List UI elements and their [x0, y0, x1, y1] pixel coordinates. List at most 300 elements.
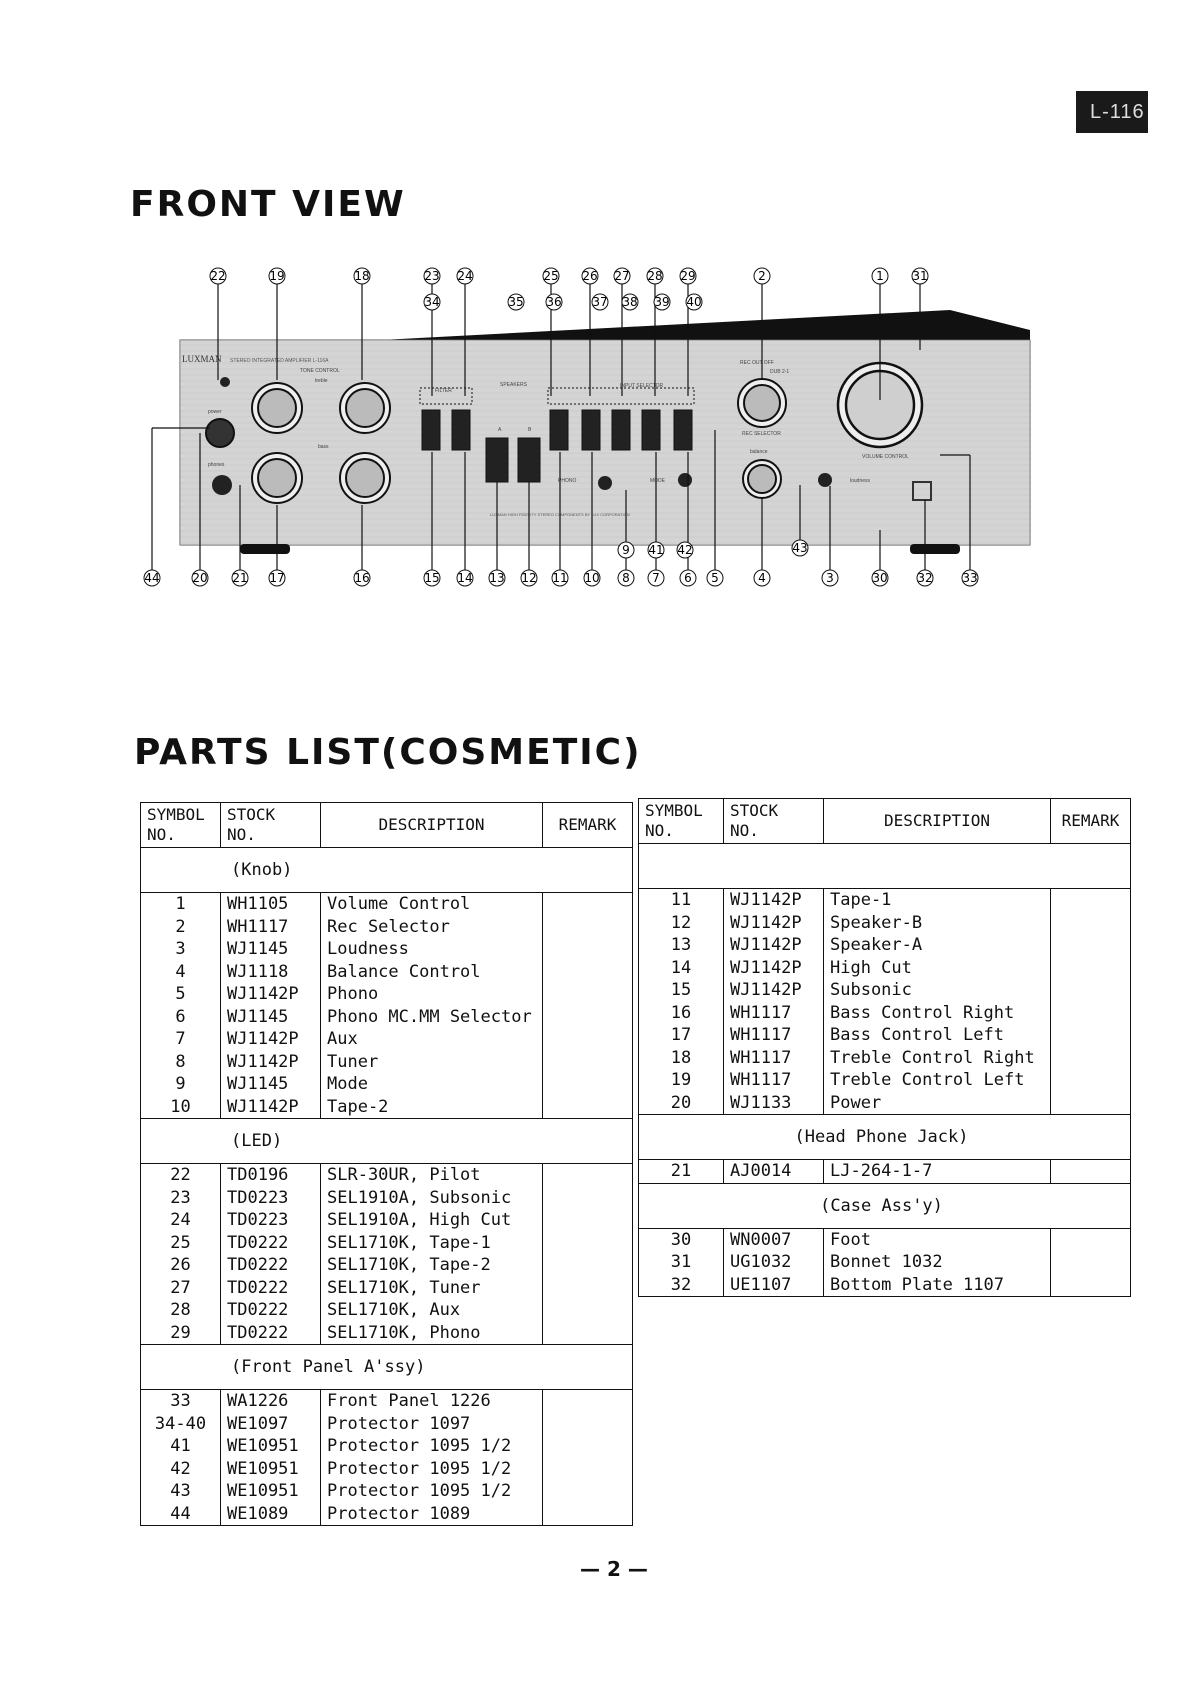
symbol-header: SYMBOL NO.	[639, 799, 724, 844]
group-title: (Case Ass'y)	[639, 1183, 1131, 1228]
description-cell: Tape-2	[321, 1096, 543, 1119]
remark-cell	[543, 1254, 633, 1277]
svg-text:40: 40	[686, 295, 702, 309]
remark-cell	[1051, 912, 1131, 935]
svg-text:30: 30	[872, 571, 888, 585]
symbol-cell: 28	[141, 1299, 221, 1322]
stock-cell: WH1117	[724, 1002, 824, 1025]
svg-text:38: 38	[622, 295, 638, 309]
callout-15	[424, 570, 440, 586]
callout-1	[872, 268, 888, 284]
description-cell: Rec Selector	[321, 916, 543, 939]
group-title: (Front Panel A'ssy)	[141, 1345, 633, 1390]
power-label: power	[208, 409, 222, 415]
callout-44	[144, 570, 160, 586]
svg-text:27: 27	[614, 269, 630, 283]
stock-cell: WJ1142P	[221, 1051, 321, 1074]
callout-36	[546, 294, 562, 310]
loudness-label: loudness	[850, 478, 871, 484]
remark-cell	[543, 1073, 633, 1096]
table-row	[141, 1096, 633, 1119]
remark-cell	[543, 1435, 633, 1458]
svg-text:1: 1	[876, 269, 884, 283]
remark-cell	[543, 893, 633, 916]
callout-12	[521, 570, 537, 586]
remark-cell	[543, 1503, 633, 1526]
callout-17	[269, 570, 285, 586]
stock-header: STOCK NO.	[221, 803, 321, 848]
symbol-cell: 11	[639, 889, 724, 912]
svg-text:15: 15	[424, 571, 440, 585]
description-cell: SEL1710K, Tuner	[321, 1277, 543, 1300]
rec-out-label: REC OUT OFF	[740, 360, 774, 366]
stock-cell: TD0222	[221, 1254, 321, 1277]
remark-cell	[543, 1299, 633, 1322]
group-title: (LED)	[141, 1119, 633, 1164]
symbol-cell: 22	[141, 1164, 221, 1187]
description-cell: Protector 1095 1/2	[321, 1435, 543, 1458]
svg-text:42: 42	[677, 543, 693, 557]
svg-text:36: 36	[546, 295, 562, 309]
stock-cell: TD0196	[221, 1164, 321, 1187]
description-cell: Aux	[321, 1028, 543, 1051]
group-header-row	[639, 1115, 1131, 1160]
stock-cell: UG1032	[724, 1251, 824, 1274]
power-button	[206, 419, 234, 447]
phones-label: phones	[208, 462, 225, 468]
svg-text:12: 12	[521, 571, 537, 585]
callout-26	[582, 268, 598, 284]
symbol-cell: 41	[141, 1435, 221, 1458]
model-label: STEREO INTEGRATED AMPLIFIER L-116A	[230, 358, 329, 364]
description-header: DESCRIPTION	[824, 799, 1051, 844]
group-header-row	[639, 1183, 1131, 1228]
remark-cell	[543, 1164, 633, 1187]
table-row	[141, 1164, 633, 1187]
description-cell: SEL1710K, Tape-1	[321, 1232, 543, 1255]
description-cell: SEL1710K, Aux	[321, 1299, 543, 1322]
svg-text:34: 34	[424, 295, 440, 309]
description-cell: Loudness	[321, 938, 543, 961]
svg-text:5: 5	[711, 571, 719, 585]
symbol-cell: 25	[141, 1232, 221, 1255]
svg-text:17: 17	[269, 571, 285, 585]
remark-cell	[543, 1006, 633, 1029]
symbol-cell: 19	[639, 1069, 724, 1092]
description-cell: Volume Control	[321, 893, 543, 916]
symbol-cell: 30	[639, 1228, 724, 1251]
table-row	[141, 1209, 633, 1232]
callout-19	[269, 268, 285, 284]
description-cell: LJ-264-1-7	[824, 1160, 1051, 1184]
svg-text:41: 41	[648, 543, 664, 557]
description-cell: Tape-1	[824, 889, 1051, 912]
front-view-diagram	[144, 269, 1070, 640]
bass-knob-right	[340, 453, 390, 503]
symbol-cell: 27	[141, 1277, 221, 1300]
svg-text:21: 21	[232, 571, 248, 585]
treble-knob-left	[252, 383, 302, 433]
stock-cell: WJ1142P	[221, 983, 321, 1006]
svg-text:44: 44	[144, 571, 160, 585]
stock-cell: TD0222	[221, 1299, 321, 1322]
symbol-cell: 26	[141, 1254, 221, 1277]
table-row	[141, 983, 633, 1006]
table-row	[141, 1028, 633, 1051]
table-row	[141, 1051, 633, 1074]
stock-cell: WJ1145	[221, 1006, 321, 1029]
input-selector-label: INPUT SELECTOR	[620, 383, 664, 389]
treble-label: treble	[315, 378, 328, 384]
symbol-cell: 2	[141, 916, 221, 939]
description-cell: SEL1710K, Phono	[321, 1322, 543, 1345]
symbol-cell: 9	[141, 1073, 221, 1096]
callout-24	[457, 268, 473, 284]
stock-cell: AJ0014	[724, 1160, 824, 1184]
symbol-cell: 18	[639, 1047, 724, 1070]
callout-42	[677, 542, 693, 558]
callout-18	[354, 268, 370, 284]
svg-text:9: 9	[622, 543, 630, 557]
group-title	[639, 844, 1131, 889]
symbol-cell: 15	[639, 979, 724, 1002]
phones-jack	[212, 475, 232, 495]
table-row	[639, 1092, 1131, 1115]
description-cell: Bottom Plate 1107	[824, 1274, 1051, 1297]
volume-control-label: VOLUME CONTROL	[862, 454, 909, 460]
stock-cell: WH1117	[221, 916, 321, 939]
stock-cell: WJ1142P	[724, 889, 824, 912]
stock-cell: WJ1142P	[724, 934, 824, 957]
remark-cell	[543, 1028, 633, 1051]
table-row	[141, 1232, 633, 1255]
stock-cell: WE1097	[221, 1413, 321, 1436]
symbol-cell: 6	[141, 1006, 221, 1029]
symbol-cell: 13	[639, 934, 724, 957]
mode-label: MODE	[650, 478, 665, 484]
svg-text:28: 28	[647, 269, 663, 283]
remark-cell	[1051, 1274, 1131, 1297]
symbol-cell: 29	[141, 1322, 221, 1345]
table-row	[639, 1160, 1131, 1184]
table-row	[141, 1435, 633, 1458]
remark-cell	[543, 1390, 633, 1413]
callout-41	[648, 542, 664, 558]
table-row	[639, 889, 1131, 912]
table-row	[141, 1187, 633, 1210]
callout-27	[614, 268, 630, 284]
remark-header: REMARK	[1051, 799, 1131, 844]
speaker-b-label: B	[528, 427, 532, 433]
svg-text:3: 3	[826, 571, 834, 585]
remark-cell	[543, 916, 633, 939]
callout-4	[754, 570, 770, 586]
remark-cell	[1051, 1002, 1131, 1025]
balance-knob	[743, 460, 781, 498]
group-header-row	[141, 848, 633, 893]
svg-text:10: 10	[584, 571, 600, 585]
stock-cell: WH1117	[724, 1069, 824, 1092]
stock-cell: WJ1142P	[724, 979, 824, 1002]
callout-40	[686, 294, 702, 310]
table-row	[141, 893, 633, 916]
symbol-cell: 31	[639, 1251, 724, 1274]
callout-37	[592, 294, 608, 310]
description-cell: Mode	[321, 1073, 543, 1096]
description-cell: Subsonic	[824, 979, 1051, 1002]
stock-cell: UE1107	[724, 1274, 824, 1297]
remark-cell	[1051, 1047, 1131, 1070]
remark-cell	[1051, 979, 1131, 1002]
description-header: DESCRIPTION	[321, 803, 543, 848]
stock-cell: WE10951	[221, 1458, 321, 1481]
svg-text:35: 35	[508, 295, 524, 309]
symbol-cell: 44	[141, 1503, 221, 1526]
remark-cell	[543, 1480, 633, 1503]
description-cell: SLR-30UR, Pilot	[321, 1164, 543, 1187]
bass-label: bass	[318, 444, 329, 450]
svg-text:24: 24	[457, 269, 473, 283]
svg-text:13: 13	[489, 571, 505, 585]
rec-selector-knob	[738, 379, 786, 427]
stock-cell: TD0222	[221, 1277, 321, 1300]
remark-cell	[1051, 1251, 1131, 1274]
table-header-row	[141, 803, 633, 848]
description-cell: Treble Control Right	[824, 1047, 1051, 1070]
stock-cell: WJ1145	[221, 938, 321, 961]
description-cell: Speaker-B	[824, 912, 1051, 935]
remark-cell	[543, 938, 633, 961]
remark-cell	[543, 1277, 633, 1300]
remark-cell	[543, 1096, 633, 1119]
description-cell: Balance Control	[321, 961, 543, 984]
table-row	[639, 1024, 1131, 1047]
balance-label: balance	[750, 449, 768, 455]
table-row	[141, 938, 633, 961]
remark-cell	[1051, 889, 1131, 912]
description-cell: Speaker-A	[824, 934, 1051, 957]
table-row	[141, 1073, 633, 1096]
remark-cell	[1051, 934, 1131, 957]
panel-footer-text: LUXMAN HIGH FIDELITY STEREO COMPONENTS BY LUX CORPORATION	[490, 512, 630, 517]
stock-cell: WE1089	[221, 1503, 321, 1526]
stock-cell: TD0223	[221, 1209, 321, 1232]
description-cell: Power	[824, 1092, 1051, 1115]
callout-30	[872, 570, 888, 586]
stock-cell: WH1117	[724, 1024, 824, 1047]
stock-cell: WA1226	[221, 1390, 321, 1413]
callout-35	[508, 294, 524, 310]
remark-cell	[1051, 1069, 1131, 1092]
stock-cell: WH1105	[221, 893, 321, 916]
description-cell: SEL1710K, Tape-2	[321, 1254, 543, 1277]
table-row	[639, 934, 1131, 957]
description-cell: Treble Control Left	[824, 1069, 1051, 1092]
stock-cell: WJ1142P	[221, 1028, 321, 1051]
bass-knob-left	[252, 453, 302, 503]
svg-text:20: 20	[192, 571, 208, 585]
group-header-row	[639, 844, 1131, 889]
remark-cell	[1051, 1160, 1131, 1184]
callout-33	[962, 570, 978, 586]
table-row	[639, 1002, 1131, 1025]
svg-text:19: 19	[269, 269, 285, 283]
callout-32	[917, 570, 933, 586]
svg-text:22: 22	[210, 269, 226, 283]
stock-cell: WE10951	[221, 1435, 321, 1458]
table-row	[639, 1251, 1131, 1274]
callout-8	[618, 570, 634, 586]
description-cell: SEL1910A, High Cut	[321, 1209, 543, 1232]
callout-5	[707, 570, 723, 586]
table-row	[639, 1047, 1131, 1070]
stock-cell: WJ1145	[221, 1073, 321, 1096]
stock-cell: WN0007	[724, 1228, 824, 1251]
treble-knob-right	[340, 383, 390, 433]
description-cell: Tuner	[321, 1051, 543, 1074]
remark-cell	[1051, 1024, 1131, 1047]
svg-text:14: 14	[457, 571, 473, 585]
callout-23	[424, 268, 440, 284]
remark-cell	[543, 1458, 633, 1481]
svg-text:31: 31	[912, 269, 928, 283]
remark-cell	[543, 1187, 633, 1210]
svg-text:2: 2	[758, 269, 766, 283]
description-cell: Foot	[824, 1228, 1051, 1251]
symbol-cell: 17	[639, 1024, 724, 1047]
description-cell: Front Panel 1226	[321, 1390, 543, 1413]
description-cell: Protector 1097	[321, 1413, 543, 1436]
group-header-row	[141, 1345, 633, 1390]
callout-21	[232, 570, 248, 586]
remark-cell	[1051, 957, 1131, 980]
stock-cell: TD0223	[221, 1187, 321, 1210]
description-cell: High Cut	[824, 957, 1051, 980]
table-row	[141, 1006, 633, 1029]
svg-text:32: 32	[917, 571, 933, 585]
svg-text:33: 33	[962, 571, 978, 585]
description-cell: Phono MC.MM Selector	[321, 1006, 543, 1029]
symbol-cell: 12	[639, 912, 724, 935]
description-cell: SEL1910A, Subsonic	[321, 1187, 543, 1210]
speaker-a-label: A	[498, 427, 502, 433]
stock-cell: TD0222	[221, 1232, 321, 1255]
pilot-led	[220, 377, 230, 387]
svg-text:6: 6	[684, 571, 692, 585]
remark-cell	[543, 1051, 633, 1074]
svg-text:16: 16	[354, 571, 370, 585]
remark-header: REMARK	[543, 803, 633, 848]
svg-text:25: 25	[543, 269, 559, 283]
remark-cell	[1051, 1092, 1131, 1115]
callout-10	[584, 570, 600, 586]
table-row	[141, 1254, 633, 1277]
parts-list-title: PARTS LIST(COSMETIC)	[134, 732, 642, 773]
symbol-cell: 24	[141, 1209, 221, 1232]
remark-cell	[543, 961, 633, 984]
table-row	[141, 961, 633, 984]
symbol-cell: 32	[639, 1274, 724, 1297]
remark-cell	[543, 1413, 633, 1436]
callout-6	[680, 570, 696, 586]
tone-control-label: TONE CONTROL	[300, 368, 340, 374]
group-title: (Knob)	[141, 848, 633, 893]
callout-2	[754, 268, 770, 284]
group-header-row	[141, 1119, 633, 1164]
symbol-cell: 42	[141, 1458, 221, 1481]
svg-text:7: 7	[652, 571, 660, 585]
callout-39	[654, 294, 670, 310]
description-cell: Bonnet 1032	[824, 1251, 1051, 1274]
remark-cell	[543, 983, 633, 1006]
callout-31	[912, 268, 928, 284]
svg-text:4: 4	[758, 571, 766, 585]
description-cell: Bass Control Left	[824, 1024, 1051, 1047]
stock-header: STOCK NO.	[724, 799, 824, 844]
table-row	[141, 916, 633, 939]
svg-text:43: 43	[792, 541, 808, 555]
callout-11	[552, 570, 568, 586]
svg-text:18: 18	[354, 269, 370, 283]
callout-34	[424, 294, 440, 310]
symbol-header: SYMBOL NO.	[141, 803, 221, 848]
callout-14	[457, 570, 473, 586]
description-cell: Bass Control Right	[824, 1002, 1051, 1025]
callout-25	[543, 268, 559, 284]
description-cell: Protector 1095 1/2	[321, 1458, 543, 1481]
description-cell: Protector 1095 1/2	[321, 1480, 543, 1503]
description-cell: Protector 1089	[321, 1503, 543, 1526]
remark-cell	[543, 1232, 633, 1255]
phono-label: PHONO	[558, 478, 577, 484]
rec-selector-label: REC SELECTOR	[742, 431, 781, 437]
symbol-cell: 34-40	[141, 1413, 221, 1436]
brand-label: LUXMAN	[182, 354, 222, 364]
symbol-cell: 3	[141, 938, 221, 961]
callout-22	[210, 268, 226, 284]
symbol-cell: 8	[141, 1051, 221, 1074]
table-header-row	[639, 799, 1131, 844]
svg-text:39: 39	[654, 295, 670, 309]
callout-7	[648, 570, 664, 586]
symbol-cell: 20	[639, 1092, 724, 1115]
table-row	[639, 1069, 1131, 1092]
svg-text:8: 8	[622, 571, 630, 585]
stock-cell: WJ1133	[724, 1092, 824, 1115]
remark-cell	[1051, 1228, 1131, 1251]
table-row	[141, 1480, 633, 1503]
svg-text:23: 23	[424, 269, 440, 283]
stock-cell: WJ1142P	[221, 1096, 321, 1119]
symbol-cell: 1	[141, 893, 221, 916]
description-cell: Phono	[321, 983, 543, 1006]
stock-cell: WH1117	[724, 1047, 824, 1070]
remark-cell	[543, 1322, 633, 1345]
speakers-label: SPEAKERS	[500, 382, 527, 388]
page-number: — 2 —	[580, 1557, 648, 1581]
front-view-title: FRONT VIEW	[130, 184, 406, 225]
stock-cell: WE10951	[221, 1480, 321, 1503]
callout-9	[618, 542, 634, 558]
stock-cell: WJ1118	[221, 961, 321, 984]
foot-left	[240, 544, 290, 554]
symbol-cell: 16	[639, 1002, 724, 1025]
callout-13	[489, 570, 505, 586]
table-row	[639, 912, 1131, 935]
table-row	[639, 1228, 1131, 1251]
table-row	[639, 979, 1131, 1002]
dub-label: DUB 2-1	[770, 369, 790, 375]
